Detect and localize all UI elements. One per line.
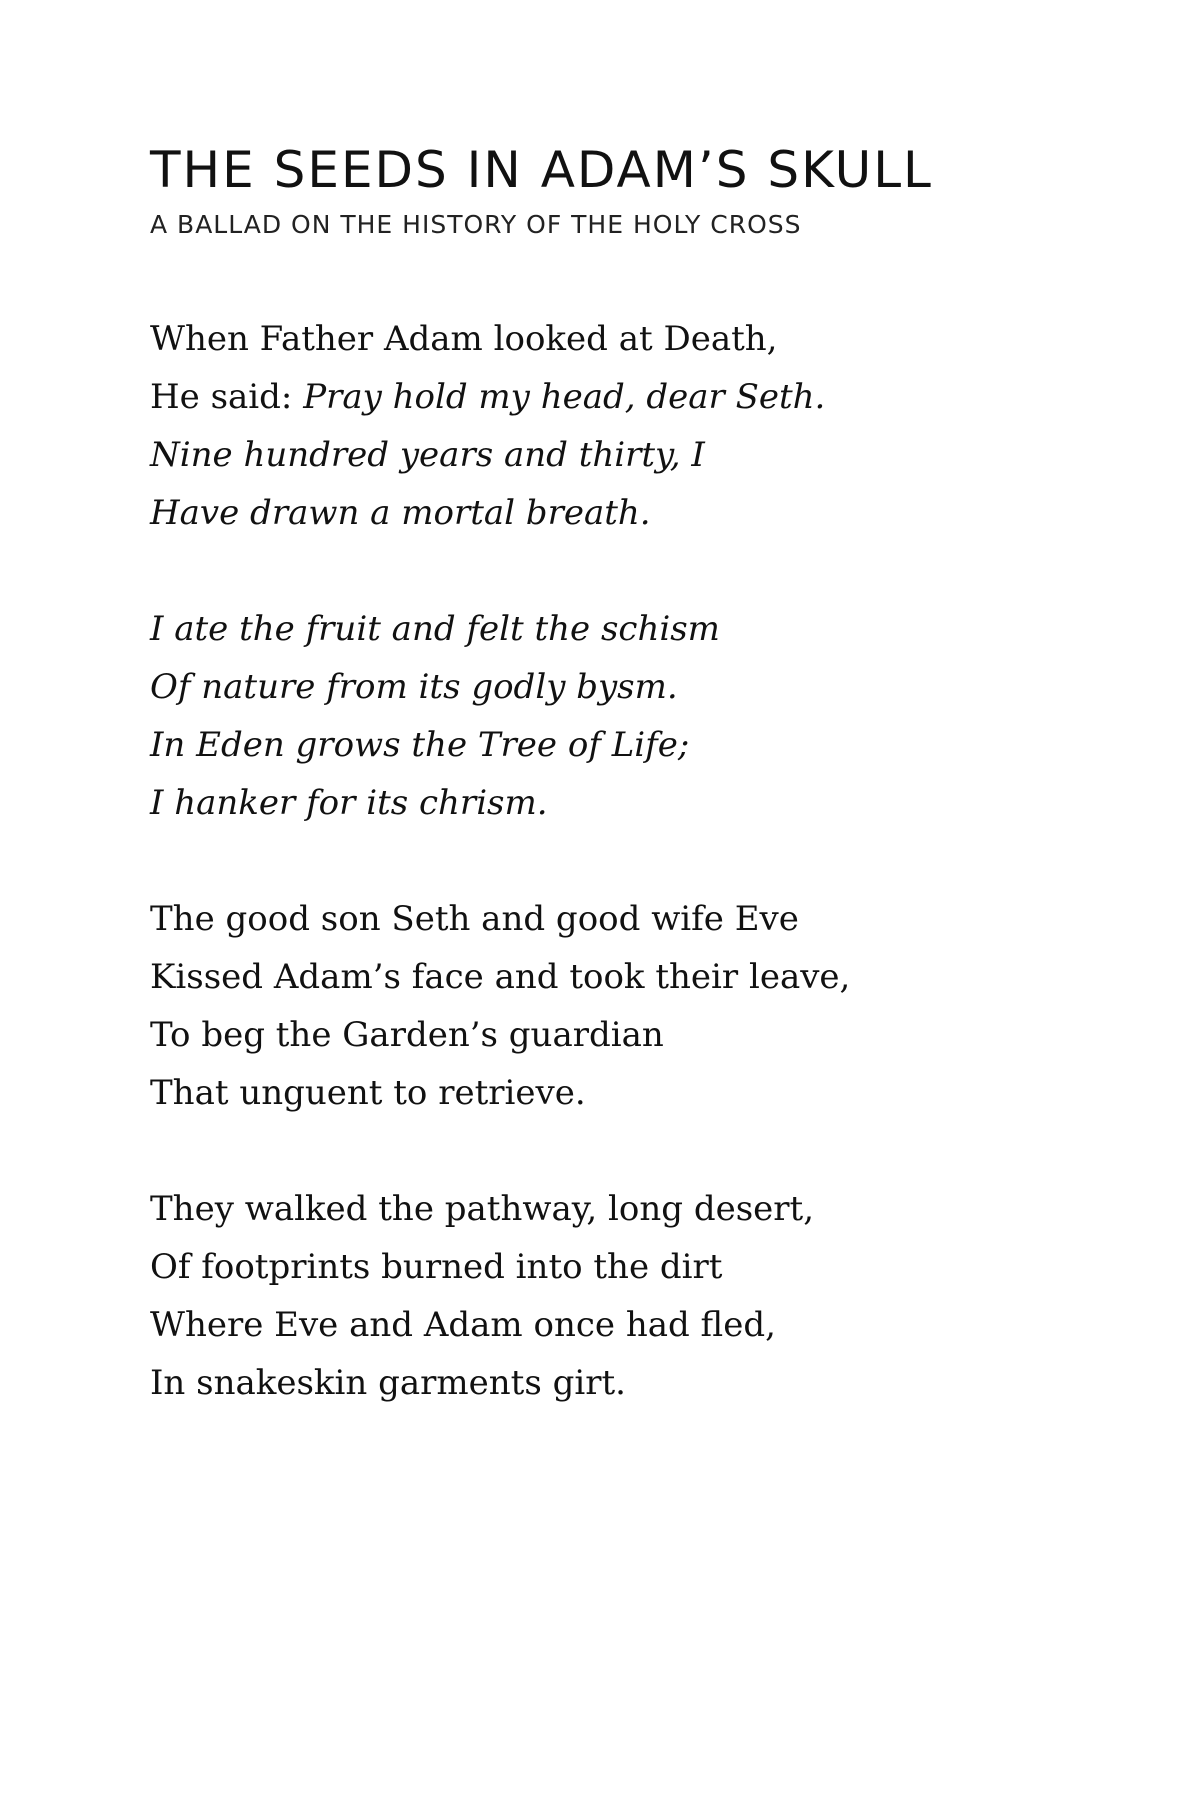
- poem-line: [150, 1296, 1110, 1354]
- line-text: When Father Adam looked at Death,: [150, 319, 778, 359]
- line-text: Kissed Adam’s face and took their leave,: [150, 957, 851, 997]
- poem-line: [150, 890, 1110, 948]
- line-italic-text: I hanker for its chrism.: [150, 783, 548, 823]
- poem-page: [150, 140, 1110, 1470]
- poem-line: [150, 1006, 1110, 1064]
- line-italic-text: I ate the fruit and felt the schism: [150, 609, 720, 649]
- poem-line: [150, 368, 1110, 426]
- poem-line: [150, 1180, 1110, 1238]
- line-italic-text: Have drawn a mortal breath.: [150, 493, 651, 533]
- line-text: He said:: [150, 377, 304, 417]
- stanza-3: [150, 890, 1110, 1122]
- line-text: Where Eve and Adam once had fled,: [150, 1305, 776, 1345]
- poem-line: [150, 1354, 1110, 1412]
- line-text: That unguent to retrieve.: [150, 1073, 586, 1113]
- poem-line: [150, 716, 1110, 774]
- line-italic-text: Pray hold my head, dear Seth.: [303, 377, 826, 417]
- poem-line: [150, 948, 1110, 1006]
- line-italic-text: Nine hundred years and thirty, I: [150, 435, 705, 475]
- line-text: To beg the Garden’s guardian: [150, 1015, 664, 1055]
- line-text: The good son Seth and good wife Eve: [150, 899, 799, 939]
- line-italic-text: Of nature from its godly bysm.: [150, 667, 678, 707]
- poem-line: [150, 1238, 1110, 1296]
- poem-line: [150, 1064, 1110, 1122]
- poem-line: [150, 426, 1110, 484]
- line-italic-text: In Eden grows the Tree of Life;: [150, 725, 690, 765]
- poem-line: [150, 774, 1110, 832]
- stanza-2: [150, 600, 1110, 832]
- line-text: In snakeskin garments girt.: [150, 1363, 626, 1403]
- stanza-1: [150, 310, 1110, 542]
- poem-line: [150, 310, 1110, 368]
- poem-subtitle: A BALLAD ON THE HISTORY OF THE HOLY CROSS: [150, 210, 802, 239]
- line-text: Of footprints burned into the dirt: [150, 1247, 723, 1287]
- poem-line: [150, 484, 1110, 542]
- stanza-4: [150, 1180, 1110, 1412]
- poem-title: THE SEEDS IN ADAM’S SKULL: [150, 141, 933, 199]
- line-text: They walked the pathway, long desert,: [150, 1189, 815, 1229]
- poem-line: [150, 658, 1110, 716]
- poem-line: [150, 600, 1110, 658]
- poem-body: [150, 310, 1110, 1412]
